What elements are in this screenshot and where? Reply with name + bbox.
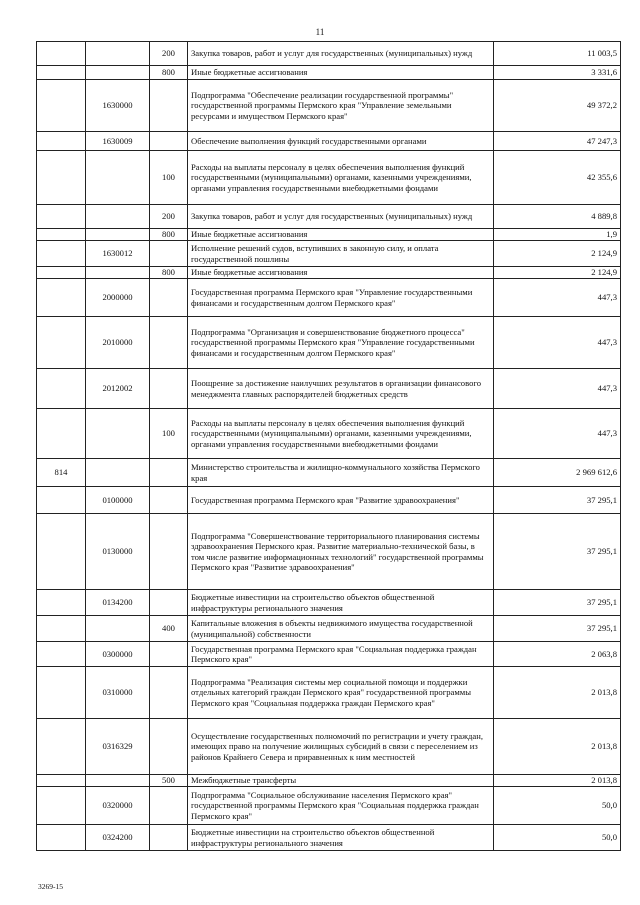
org-code-cell xyxy=(37,267,86,279)
table-row xyxy=(37,205,621,229)
org-code-cell xyxy=(37,514,86,590)
amount-cell: 2 063,8 xyxy=(494,642,621,667)
target-article-cell xyxy=(86,775,150,787)
amount-cell: 50,0 xyxy=(494,825,621,851)
item-name-cell: Иные бюджетные ассигнования xyxy=(188,229,494,241)
budget-table-body xyxy=(37,42,621,851)
expense-type-cell xyxy=(150,459,188,487)
item-name-cell: Поощрение за достижение наилучших результатов в организации финансового менеджмента главных распорядителей бюджетных средств xyxy=(188,369,494,409)
target-article-cell xyxy=(86,42,150,66)
target-article-cell: 2012002 xyxy=(86,369,150,409)
target-article-cell: 0100000 xyxy=(86,487,150,514)
expense-type-cell: 800 xyxy=(150,66,188,80)
table-row xyxy=(37,80,621,132)
amount-cell: 447,3 xyxy=(494,369,621,409)
table-row xyxy=(37,590,621,616)
item-name-cell: Капитальные вложения в объекты недвижимого имущества государственной (муниципальной) собственности xyxy=(188,616,494,642)
target-article-cell: 0310000 xyxy=(86,667,150,719)
amount-cell: 47 247,3 xyxy=(494,132,621,151)
target-article-cell xyxy=(86,409,150,459)
target-article-cell: 1630012 xyxy=(86,241,150,267)
amount-cell: 2 013,8 xyxy=(494,775,621,787)
expense-type-cell xyxy=(150,132,188,151)
item-name-cell: Расходы на выплаты персоналу в целях обеспечения выполнения функций государственными (муниципальными) органами, казенными учреждениями, органами управления государственными внебюджетными фондами xyxy=(188,151,494,205)
table-row xyxy=(37,279,621,317)
target-article-cell xyxy=(86,66,150,80)
table-row xyxy=(37,42,621,66)
item-name-cell: Закупка товаров, работ и услуг для государственных (муниципальных) нужд xyxy=(188,42,494,66)
amount-cell: 50,0 xyxy=(494,787,621,825)
expense-type-cell: 100 xyxy=(150,409,188,459)
table-row xyxy=(37,267,621,279)
target-article-cell xyxy=(86,205,150,229)
expense-type-cell xyxy=(150,487,188,514)
table-row xyxy=(37,642,621,667)
org-code-cell xyxy=(37,369,86,409)
target-article-cell: 0324200 xyxy=(86,825,150,851)
item-name-cell: Обеспечение выполнения функций государственными органами xyxy=(188,132,494,151)
table-row xyxy=(37,66,621,80)
org-code-cell xyxy=(37,775,86,787)
target-article-cell xyxy=(86,459,150,487)
expense-type-cell: 200 xyxy=(150,205,188,229)
expense-type-cell: 800 xyxy=(150,267,188,279)
item-name-cell: Государственная программа Пермского края "Социальная поддержка граждан Пермского края" xyxy=(188,642,494,667)
org-code-cell xyxy=(37,616,86,642)
table-row xyxy=(37,787,621,825)
table-row xyxy=(37,775,621,787)
item-name-cell: Иные бюджетные ассигнования xyxy=(188,267,494,279)
item-name-cell: Бюджетные инвестиции на строительство объектов общественной инфраструктуры регионального значения xyxy=(188,825,494,851)
table-row xyxy=(37,132,621,151)
target-article-cell xyxy=(86,229,150,241)
org-code-cell xyxy=(37,151,86,205)
amount-cell: 1,9 xyxy=(494,229,621,241)
amount-cell: 2 013,8 xyxy=(494,719,621,775)
item-name-cell: Исполнение решений судов, вступивших в законную силу, и оплата государственной пошлины xyxy=(188,241,494,267)
table-row xyxy=(37,667,621,719)
item-name-cell: Подпрограмма "Социальное обслуживание населения Пермского края" государственной программы Пермского края "Социальная поддержка граждан Пермского края" xyxy=(188,787,494,825)
amount-cell: 2 969 612,6 xyxy=(494,459,621,487)
table-row xyxy=(37,719,621,775)
table-row xyxy=(37,229,621,241)
target-article-cell: 0320000 xyxy=(86,787,150,825)
expense-type-cell xyxy=(150,825,188,851)
table-row xyxy=(37,487,621,514)
expense-type-cell: 800 xyxy=(150,229,188,241)
org-code-cell xyxy=(37,719,86,775)
item-name-cell: Закупка товаров, работ и услуг для государственных (муниципальных) нужд xyxy=(188,205,494,229)
expense-type-cell xyxy=(150,719,188,775)
expense-type-cell: 400 xyxy=(150,616,188,642)
org-code-cell xyxy=(37,205,86,229)
item-name-cell: Подпрограмма "Реализация системы мер социальной помощи и поддержки отдельных категорий граждан Пермского края" государственной программы Пермского края "Социальная поддержка граждан Пермского края" xyxy=(188,667,494,719)
budget-table xyxy=(36,41,621,851)
table-row xyxy=(37,459,621,487)
target-article-cell: 0316329 xyxy=(86,719,150,775)
org-code-cell xyxy=(37,787,86,825)
table-row xyxy=(37,616,621,642)
org-code-cell xyxy=(37,642,86,667)
amount-cell: 49 372,2 xyxy=(494,80,621,132)
table-row xyxy=(37,241,621,267)
amount-cell: 447,3 xyxy=(494,317,621,369)
target-article-cell: 1630000 xyxy=(86,80,150,132)
expense-type-cell: 500 xyxy=(150,775,188,787)
expense-type-cell xyxy=(150,787,188,825)
item-name-cell: Бюджетные инвестиции на строительство объектов общественной инфраструктуры регионального значения xyxy=(188,590,494,616)
org-code-cell xyxy=(37,409,86,459)
table-row xyxy=(37,514,621,590)
expense-type-cell xyxy=(150,514,188,590)
org-code-cell: 814 xyxy=(37,459,86,487)
target-article-cell: 2010000 xyxy=(86,317,150,369)
expense-type-cell xyxy=(150,590,188,616)
expense-type-cell: 200 xyxy=(150,42,188,66)
table-row xyxy=(37,409,621,459)
expense-type-cell: 100 xyxy=(150,151,188,205)
org-code-cell xyxy=(37,241,86,267)
amount-cell: 37 295,1 xyxy=(494,616,621,642)
footer-document-code: 3269-15 xyxy=(38,882,63,891)
target-article-cell: 0134200 xyxy=(86,590,150,616)
amount-cell: 11 003,5 xyxy=(494,42,621,66)
org-code-cell xyxy=(37,80,86,132)
amount-cell: 37 295,1 xyxy=(494,514,621,590)
target-article-cell: 2000000 xyxy=(86,279,150,317)
org-code-cell xyxy=(37,42,86,66)
target-article-cell xyxy=(86,267,150,279)
org-code-cell xyxy=(37,825,86,851)
table-row xyxy=(37,151,621,205)
target-article-cell: 0130000 xyxy=(86,514,150,590)
item-name-cell: Иные бюджетные ассигнования xyxy=(188,66,494,80)
item-name-cell: Подпрограмма "Организация и совершенствование бюджетного процесса" государственной программы Пермского края "Управление государственными финансами и государственным долгом Пермского края" xyxy=(188,317,494,369)
org-code-cell xyxy=(37,667,86,719)
expense-type-cell xyxy=(150,369,188,409)
org-code-cell xyxy=(37,487,86,514)
expense-type-cell xyxy=(150,317,188,369)
amount-cell: 2 013,8 xyxy=(494,667,621,719)
table-row xyxy=(37,317,621,369)
expense-type-cell xyxy=(150,279,188,317)
item-name-cell: Межбюджетные трансферты xyxy=(188,775,494,787)
target-article-cell: 0300000 xyxy=(86,642,150,667)
org-code-cell xyxy=(37,279,86,317)
amount-cell: 4 889,8 xyxy=(494,205,621,229)
amount-cell: 2 124,9 xyxy=(494,241,621,267)
org-code-cell xyxy=(37,229,86,241)
org-code-cell xyxy=(37,132,86,151)
item-name-cell: Государственная программа Пермского края "Управление государственными финансами и государственным долгом Пермского края" xyxy=(188,279,494,317)
expense-type-cell xyxy=(150,667,188,719)
item-name-cell: Расходы на выплаты персоналу в целях обеспечения выполнения функций государственными (муниципальными) органами, казенными учреждениями, органами управления государственными внебюджетными фондами xyxy=(188,409,494,459)
org-code-cell xyxy=(37,66,86,80)
amount-cell: 447,3 xyxy=(494,409,621,459)
target-article-cell xyxy=(86,151,150,205)
table-row xyxy=(37,825,621,851)
item-name-cell: Министерство строительства и жилищно-коммунального хозяйства Пермского края xyxy=(188,459,494,487)
amount-cell: 42 355,6 xyxy=(494,151,621,205)
amount-cell: 2 124,9 xyxy=(494,267,621,279)
item-name-cell: Подпрограмма "Обеспечение реализации государственной программы" государственной программы Пермского края "Управление земельными ресурсами и имуществом Пермского края" xyxy=(188,80,494,132)
item-name-cell: Государственная программа Пермского края "Развитие здравоохранения" xyxy=(188,487,494,514)
amount-cell: 447,3 xyxy=(494,279,621,317)
page-number: 11 xyxy=(315,27,325,37)
amount-cell: 37 295,1 xyxy=(494,487,621,514)
expense-type-cell xyxy=(150,80,188,132)
expense-type-cell xyxy=(150,642,188,667)
table-row xyxy=(37,369,621,409)
target-article-cell: 1630009 xyxy=(86,132,150,151)
amount-cell: 3 331,6 xyxy=(494,66,621,80)
expense-type-cell xyxy=(150,241,188,267)
org-code-cell xyxy=(37,317,86,369)
amount-cell: 37 295,1 xyxy=(494,590,621,616)
org-code-cell xyxy=(37,590,86,616)
target-article-cell xyxy=(86,616,150,642)
item-name-cell: Подпрограмма "Совершенствование территориального планирования системы здравоохранения Пермского края. Развитие материально-технической базы, в том числе развитие информационных технологий" государственной программы Пермского края "Развитие здравоохранения" xyxy=(188,514,494,590)
item-name-cell: Осуществление государственных полномочий по регистрации и учету граждан, имеющих право на получение жилищных субсидий в связи с переселением из районов Крайнего Севера и приравненных к ним местностей xyxy=(188,719,494,775)
